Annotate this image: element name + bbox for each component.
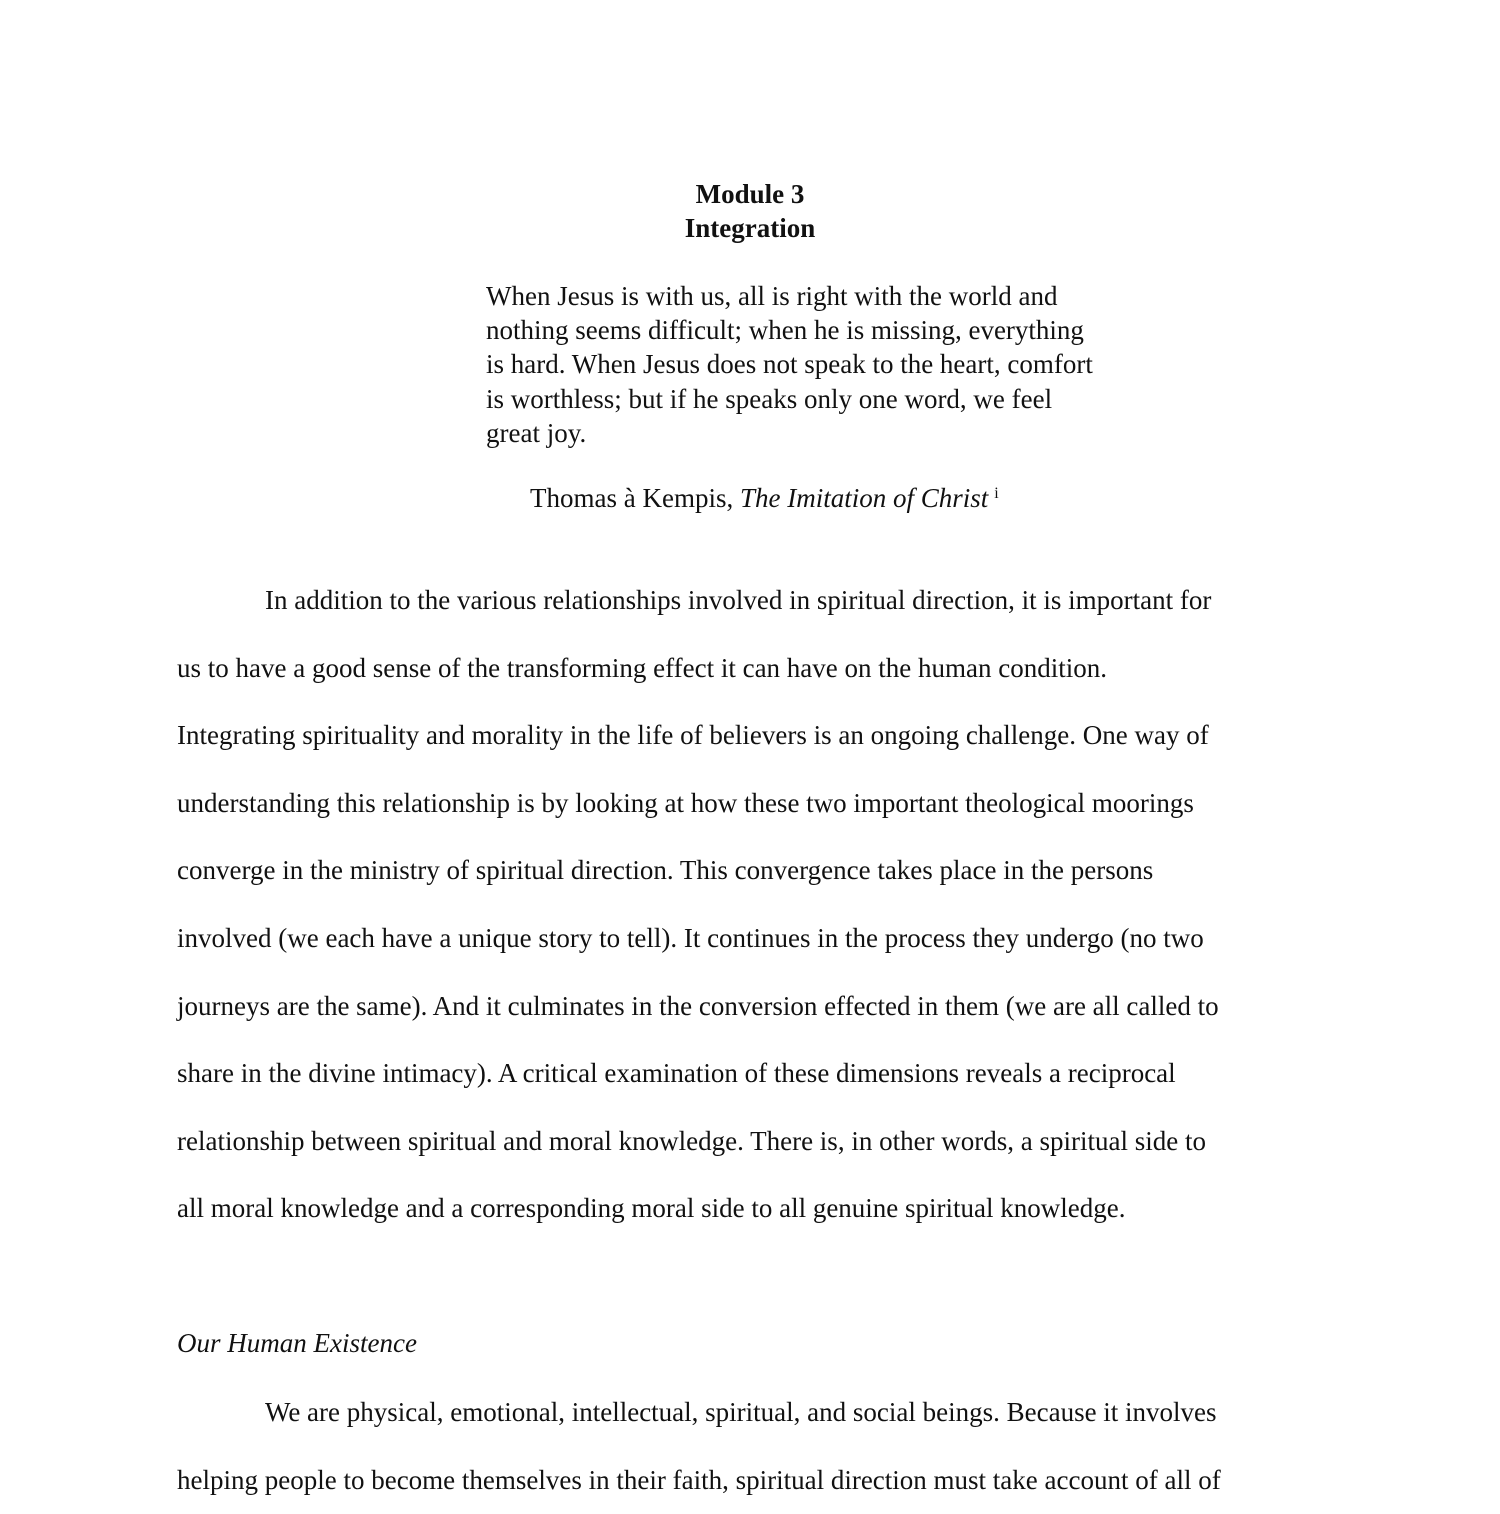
epigraph-attribution xyxy=(530,481,999,515)
footnote-marker[interactable]: i xyxy=(994,485,999,502)
quote-line: nothing seems difficult; when he is missing, everything xyxy=(486,315,1084,346)
paragraph-2 xyxy=(177,1379,1221,1514)
text-line: relationship between spiritual and moral knowledge. There is, in other words, a spiritual side to xyxy=(177,1125,1207,1156)
text-line: all moral knowledge and a corresponding moral side to all genuine spiritual knowledge. xyxy=(177,1193,1126,1224)
text-line: converge in the ministry of spiritual direction. This convergence takes place in the persons xyxy=(177,855,1154,886)
text-line: understanding this relationship is by looking at how these two important theological moorings xyxy=(177,787,1194,818)
quote-line: When Jesus is with us, all is right with the world and xyxy=(486,281,1058,311)
text-line: In addition to the various relationships involved in spiritual direction, it is important for xyxy=(265,585,1212,615)
module-number: Module 3 xyxy=(695,179,805,209)
text-line: Integrating spirituality and morality in the life of believers is an ongoing challenge. One way of xyxy=(177,720,1209,751)
module-title: Integration xyxy=(684,213,816,243)
text-line: helping people to become themselves in their faith, spiritual direction must take account of all of xyxy=(177,1464,1221,1495)
document-title xyxy=(0,177,1500,245)
paragraph-1 xyxy=(177,567,1219,1243)
quote-line: great joy. xyxy=(486,417,587,448)
quote-work-title: The Imitation of Christ xyxy=(739,483,989,513)
epigraph-quote xyxy=(486,279,1093,450)
text-line: We are physical, emotional, intellectual, spiritual, and social beings. Because it involves xyxy=(265,1397,1217,1427)
quote-author: Thomas à Kempis, xyxy=(530,483,734,513)
text-line: share in the divine intimacy). A critical examination of these dimensions reveals a reciprocal xyxy=(177,1058,1176,1089)
text-line: involved (we each have a unique story to tell). It continues in the process they undergo (no two xyxy=(177,922,1204,953)
text-line: journeys are the same). And it culminates in the conversion effected in them (we are all called to xyxy=(177,990,1219,1021)
text-line: us to have a good sense of the transforming effect it can have on the human condition. xyxy=(177,652,1107,683)
quote-line: is hard. When Jesus does not speak to the heart, comfort xyxy=(486,349,1093,380)
quote-line: is worthless; but if he speaks only one word, we feel xyxy=(486,383,1053,414)
section-heading: Our Human Existence xyxy=(177,1328,417,1358)
